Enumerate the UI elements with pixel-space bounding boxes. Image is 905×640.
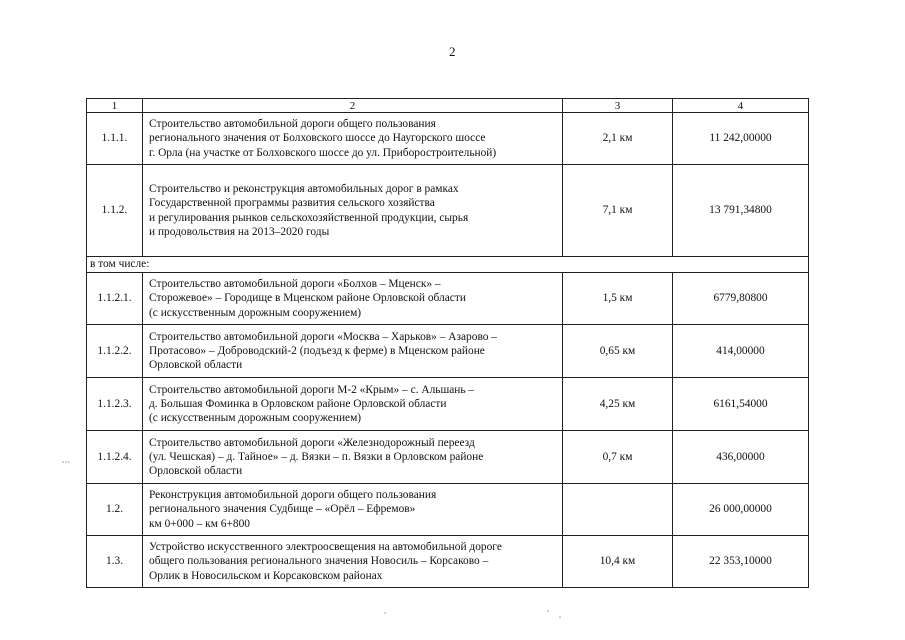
row-amount: 6161,54000 bbox=[673, 378, 809, 431]
row-length: 0,7 км bbox=[563, 431, 673, 484]
row-length: 7,1 км bbox=[563, 165, 673, 257]
row-number: 1.2. bbox=[87, 484, 143, 536]
row-length: 4,25 км bbox=[563, 378, 673, 431]
row-number: 1.1.2.4. bbox=[87, 431, 143, 484]
subheading-row bbox=[87, 257, 809, 273]
row-amount: 11 242,00000 bbox=[673, 113, 809, 165]
row-number: 1.1.2.3. bbox=[87, 378, 143, 431]
table-row bbox=[87, 378, 809, 431]
row-length: 1,5 км bbox=[563, 273, 673, 325]
row-amount: 6779,80800 bbox=[673, 273, 809, 325]
roads-table bbox=[86, 98, 809, 588]
row-length: 2,1 км bbox=[563, 113, 673, 165]
row-description: Строительство автомобильной дороги «Москва – Харьков» – Азарово – Протасово» – Доброводский-2 (подъезд к ферме) в Мценском районе Орловской области bbox=[143, 325, 563, 378]
row-description: Строительство автомобильной дороги общего пользования регионального значения от Болховского шоссе до Наугорского шоссе г. Орла (на участке от Болховского шоссе до ул. Приборостроительной) bbox=[143, 113, 563, 165]
column-header: 4 bbox=[673, 99, 809, 113]
row-description: Строительство автомобильной дороги М-2 «Крым» – с. Альшань – д. Большая Фоминка в Орловском районе Орловской области (с искусственным дорожным сооружением) bbox=[143, 378, 563, 431]
row-description: Строительство автомобильной дороги «Болхов – Мценск» – Сторожевое» – Городище в Мценском районе Орловской области (с искусственным дорожным сооружением) bbox=[143, 273, 563, 325]
table-row bbox=[87, 431, 809, 484]
table-row bbox=[87, 113, 809, 165]
row-amount: 22 353,10000 bbox=[673, 536, 809, 588]
column-header: 1 bbox=[87, 99, 143, 113]
row-amount: 13 791,34800 bbox=[673, 165, 809, 257]
row-number: 1.3. bbox=[87, 536, 143, 588]
row-description: Устройство искусственного электроосвещения на автомобильной дороге общего пользования регионального значения Новосиль – Корсаково – Орлик в Новосильском и Корсаковском районах bbox=[143, 536, 563, 588]
table-row bbox=[87, 165, 809, 257]
row-description: Реконструкция автомобильной дороги общего пользования регионального значения Судбище – «Орёл – Ефремов» км 0+000 – км 6+800 bbox=[143, 484, 563, 536]
row-number: 1.1.2.1. bbox=[87, 273, 143, 325]
row-length: 0,65 км bbox=[563, 325, 673, 378]
row-number: 1.1.1. bbox=[87, 113, 143, 165]
table-header-row bbox=[87, 99, 809, 113]
table-row bbox=[87, 536, 809, 588]
table-row bbox=[87, 325, 809, 378]
row-amount: 414,00000 bbox=[673, 325, 809, 378]
row-description: Строительство и реконструкция автомобильных дорог в рамках Государственной программы развития сельского хозяйства и регулирования рынков сельскохозяйственной продукции, сырья и продовольствия на 2013–2020 годы bbox=[143, 165, 563, 257]
page-number: 2 bbox=[449, 44, 456, 59]
row-amount: 26 000,00000 bbox=[673, 484, 809, 536]
row-amount: 436,00000 bbox=[673, 431, 809, 484]
table-row bbox=[87, 273, 809, 325]
row-number: 1.1.2. bbox=[87, 165, 143, 257]
row-length: 10,4 км bbox=[563, 536, 673, 588]
row-number: 1.1.2.2. bbox=[87, 325, 143, 378]
table-row bbox=[87, 484, 809, 536]
row-description: Строительство автомобильной дороги «Железнодорожный переезд (ул. Чешская) – д. Тайное» – д. Вязки – п. Вязки в Орловском районе Орловской области bbox=[143, 431, 563, 484]
row-length bbox=[563, 484, 673, 536]
column-header: 3 bbox=[563, 99, 673, 113]
column-header: 2 bbox=[143, 99, 563, 113]
subheading-text: в том числе: bbox=[87, 257, 809, 273]
